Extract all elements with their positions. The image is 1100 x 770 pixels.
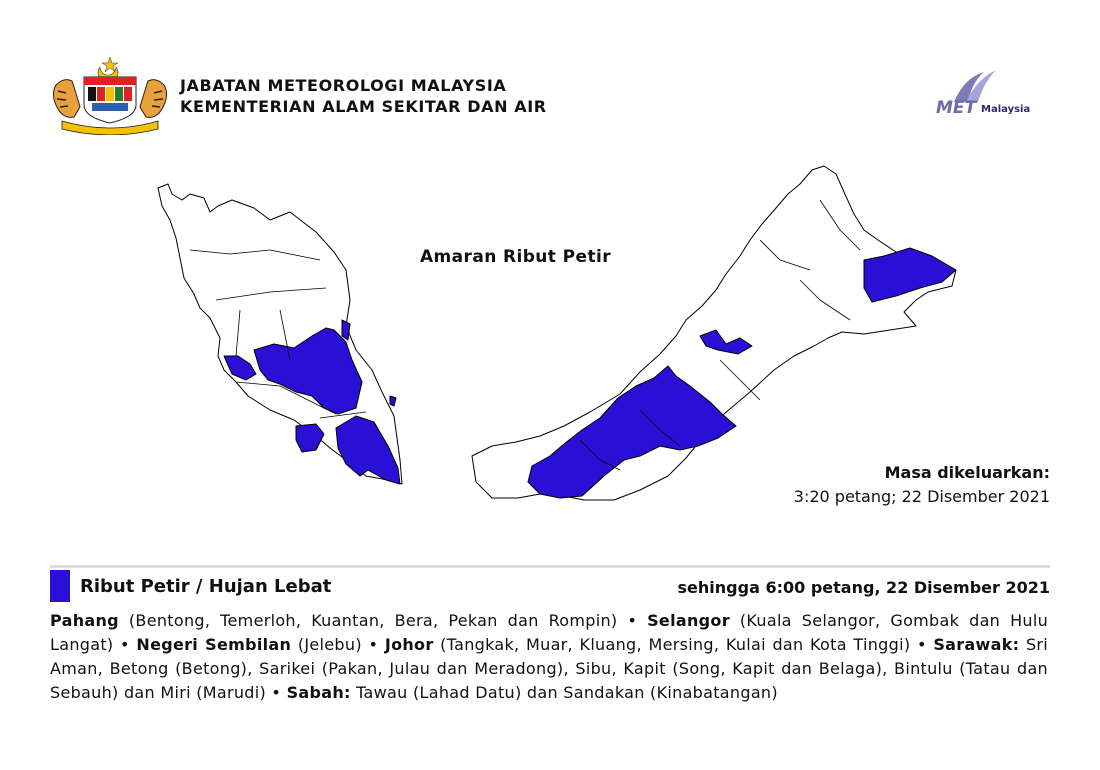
area-districts: (Kuala Selangor, Gombak dan Hulu Langat) — [50, 611, 1049, 654]
valid-until: sehingga 6:00 petang, 22 Disember 2021 — [677, 578, 1050, 597]
area-state: Sarawak: — [933, 635, 1020, 654]
separator: • — [916, 635, 927, 654]
legend-swatch — [50, 570, 70, 602]
pulau-tioman — [390, 396, 396, 406]
metmalaysia-logo — [932, 66, 1050, 122]
agency-name: JABATAN METEOROLOGI MALAYSIA — [180, 76, 507, 95]
area-districts: Tawau (Lahad Datu) dan Sandakan (Kinabatangan) — [356, 683, 778, 702]
area-districts: Sri Aman, Betong (Betong), Sarikei (Pakan, Julau dan Meradong), Sibu, Kapit (Song, Kapit dan Belaga), Bintulu (Tatau dan Sebauh) dan Miri (Marudi) — [50, 635, 1049, 702]
warning-area-kuantan — [342, 320, 350, 340]
separator: • — [271, 683, 282, 702]
area-state: Sabah: — [286, 683, 351, 702]
area-state: Selangor — [647, 611, 730, 630]
legend-label: Ribut Petir / Hujan Lebat — [80, 576, 332, 597]
logo-malaysia-text: Malaysia — [981, 104, 1031, 115]
map-title: Amaran Ribut Petir — [420, 247, 611, 267]
area-state: Johor — [384, 635, 434, 654]
area-districts: (Jelebu) — [297, 635, 362, 654]
issued-value: 3:20 petang; 22 Disember 2021 — [793, 487, 1050, 506]
affected-areas-text — [50, 609, 1048, 705]
separator: • — [627, 611, 638, 630]
area-state: Negeri Sembilan — [136, 635, 292, 654]
separator: • — [368, 635, 379, 654]
issued-label: Masa dikeluarkan: — [884, 463, 1050, 482]
issued-time-block — [794, 461, 1050, 509]
agency-header — [180, 75, 547, 117]
warning-area-muar — [296, 424, 324, 452]
logo-met-text: MET — [936, 98, 977, 118]
separator: • — [120, 635, 130, 654]
divider — [50, 565, 1050, 568]
ministry-name: KEMENTERIAN ALAM SEKITAR DAN AIR — [180, 97, 547, 116]
area-districts: (Tangkak, Muar, Kluang, Mersing, Kulai dan Kota Tinggi) — [440, 635, 911, 654]
coat-of-arms-logo — [48, 55, 172, 135]
area-districts: (Bentong, Temerloh, Kuantan, Bera, Pekan dan Rompin) — [128, 611, 618, 630]
area-state: Pahang — [50, 611, 119, 630]
